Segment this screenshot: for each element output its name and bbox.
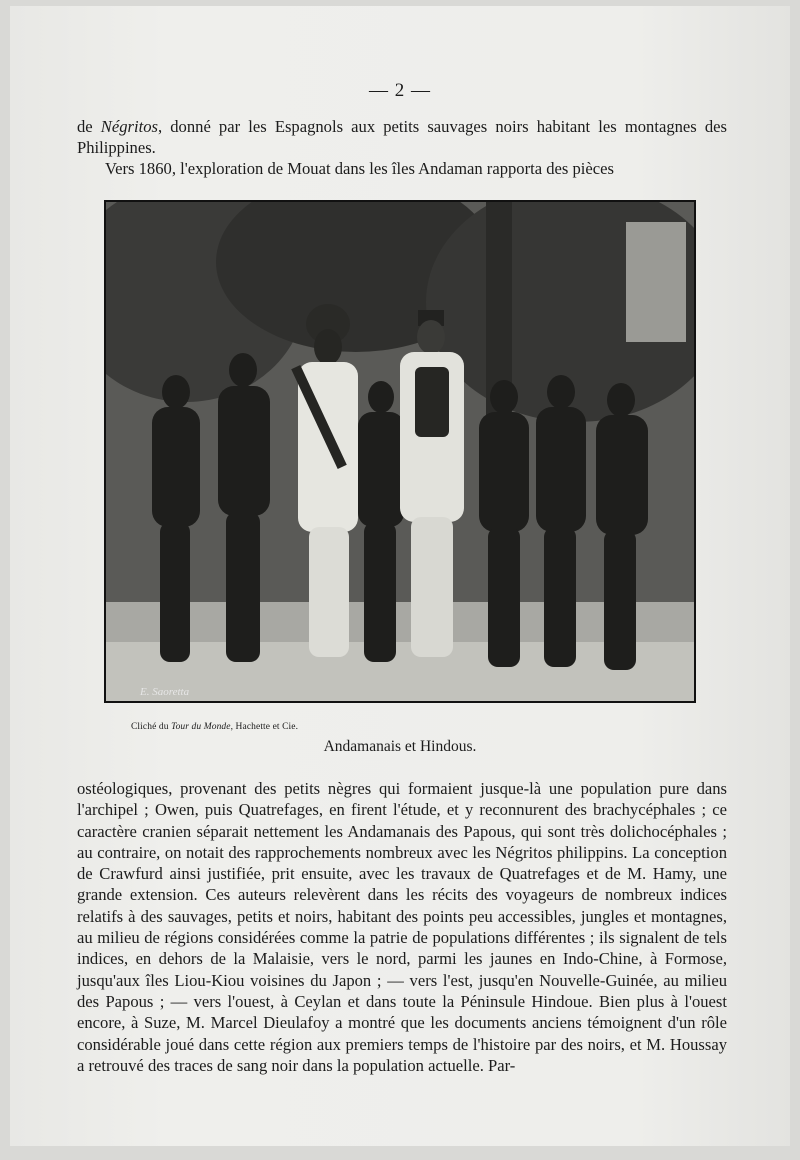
group-photo-illustration: [106, 202, 694, 701]
paragraph-1-italic-term: Négritos: [100, 117, 158, 136]
engraver-signature: E. Saoretta: [140, 686, 190, 698]
credit-publisher: , Hachette et Cie.: [230, 722, 299, 732]
credit-publication: Tour du Monde: [171, 722, 231, 732]
photo-andamanais-hindous: [104, 200, 696, 703]
paragraph-2: Vers 1860, l'exploration de Mouat dans les îles Andaman rapporta des pièces: [105, 159, 614, 178]
figure-caption: Andamanais et Hindous.: [323, 738, 477, 755]
credit-prefix: Cliché du: [131, 722, 172, 732]
paragraph-1-rest: , donné par les Espagnols aux petits sauvages noirs habitant les montagnes des Philippines.: [77, 117, 727, 158]
document-page: [10, 6, 790, 1146]
paragraph-1-lead: de: [77, 117, 101, 136]
photo-credit: [131, 722, 298, 732]
paragraph-1: [77, 116, 727, 159]
paragraph-3: ostéologiques, provenant des petits nègres qui formaient jusque-là une population pure dans l'archipel ; Owen, puis Quatrefages, en firent l'étude, et y reconnurent des brachycéphales ; ce caractère cranien séparait nettement les Andamanais des Papous, qui sont très dolichocéphales ; au contraire, on notait des rapprochements nombreux avec les Négritos philippins. La conception de Crawfurd ainsi justifiée, prit ensuite, avec les travaux de Quatrefages et de M. Hamy, une grande extension. Ces auteurs relevèrent dans les récits des voyageurs de nombreux indices relatifs à des sauvages, petits et noirs, habitant des points peu accessibles, jungles et montagnes, au milieu de régions considérées comme la patrie de populations différentes ; ils signalent de tels indices, en dehors de la Malaisie, vers le nord, parmi les jaunes en Indo-Chine, à Formose, jusqu'aux îles Liou-Kiou voisines du Japon ; — vers l'est, jusqu'en Nouvelle-Guinée, au milieu des Papous ; — vers l'ouest, à Ceylan et dans toute la Péninsule Hindoue. Bien plus à l'ouest encore, à Suze, M. Marcel Dieulafoy a montré que les documents anciens témoignent d'un rôle considérable joué dans cette région aux premiers temps de l'histoire par des noirs, et M. Houssay a retrouvé des traces de sang noir dans la population actuelle. Par-: [77, 779, 727, 1075]
page-number: — 2 —: [369, 80, 431, 101]
